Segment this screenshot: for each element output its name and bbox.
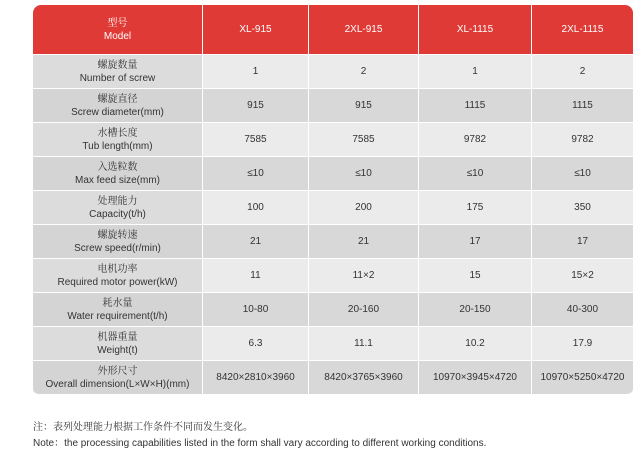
table-cell: 11×2 [308,259,418,293]
table-cell: 1115 [418,89,531,123]
row-label-en: Required motor power(kW) [57,276,178,288]
table-cell: 175 [418,191,531,225]
row-label [33,89,202,123]
header-label-cell [33,5,202,55]
row-label [33,157,202,191]
row-label-cn: 耗水量 [102,297,133,309]
row-label-cn: 螺旋转速 [97,229,138,241]
table-row-screw-diameter [33,89,633,123]
table-row-weight [33,327,633,361]
table-row-tub-length [33,123,633,157]
table-cell: 8420×2810×3960 [202,361,308,395]
table-cell: 21 [308,225,418,259]
row-label-en: Screw diameter(mm) [71,106,164,118]
row-label-cn: 电机功率 [97,263,138,275]
row-label [33,293,202,327]
table-cell: 2 [531,55,633,89]
row-label-en: Water requirement(t/h) [67,310,168,322]
row-label-cn: 入选粒数 [97,161,138,173]
row-label-en: Weight(t) [97,344,138,356]
row-label-cn: 螺旋直径 [97,93,138,105]
table-row-motor-power [33,259,633,293]
row-label-cn: 机器重量 [97,331,138,343]
note-chinese: 注：表列处理能力根据工作条件不同而发生变化。 [33,422,253,433]
table-row-overall-dimension [33,361,633,395]
table-cell: 40-300 [531,293,633,327]
row-label [33,55,202,89]
table-cell: 15×2 [531,259,633,293]
table-row-screw-number [33,55,633,89]
table-cell: 10.2 [418,327,531,361]
table-cell: 1 [418,55,531,89]
row-label-cn: 处理能力 [97,195,138,207]
table-header-row [33,5,633,55]
table-cell: 1 [202,55,308,89]
table-cell: 11 [202,259,308,293]
spec-table [33,5,633,395]
row-label-en: Overall dimension(L×W×H)(mm) [45,378,190,390]
row-label [33,123,202,157]
table-cell: 10970×3945×4720 [418,361,531,395]
row-label-cn: 螺旋数量 [97,59,138,71]
row-label [33,259,202,293]
table-cell: 7585 [308,123,418,157]
table-cell: ≤10 [418,157,531,191]
table-cell: 100 [202,191,308,225]
table-row-screw-speed [33,225,633,259]
table-cell: 915 [308,89,418,123]
table-cell: 7585 [202,123,308,157]
row-label [33,225,202,259]
header-model-3: XL-1115 [418,5,531,55]
table-cell: 21 [202,225,308,259]
row-label-en: Number of screw [79,72,156,84]
table-cell: 9782 [531,123,633,157]
row-label-en: Capacity(t/h) [89,208,146,220]
row-label [33,361,202,395]
table-cell: 17 [418,225,531,259]
table-cell: 11.1 [308,327,418,361]
table-cell: 17 [531,225,633,259]
table-row-capacity [33,191,633,225]
table-cell: 20-150 [418,293,531,327]
row-label [33,327,202,361]
table-cell: ≤10 [202,157,308,191]
table-cell: 8420×3765×3960 [308,361,418,395]
table-cell: 10970×5250×4720 [531,361,633,395]
row-label-cn: 水槽长度 [97,127,138,139]
table-cell: 10-80 [202,293,308,327]
table-cell: 15 [418,259,531,293]
table-cell: ≤10 [308,157,418,191]
note-english: Note：the processing capabilities listed in the form shall vary according to different working conditions. [33,438,487,449]
table-cell: 1115 [531,89,633,123]
table-cell: 9782 [418,123,531,157]
header-model-2: 2XL-915 [308,5,418,55]
header-label-en: Model [103,30,132,42]
table-cell: 350 [531,191,633,225]
row-label-en: Max feed size(mm) [74,174,160,186]
row-label [33,191,202,225]
table-row-water-requirement [33,293,633,327]
table-cell: 2 [308,55,418,89]
row-label-en: Screw speed(r/min) [74,242,161,254]
header-model-1: XL-915 [202,5,308,55]
table-cell: 6.3 [202,327,308,361]
table-cell: ≤10 [531,157,633,191]
row-label-cn: 外形尺寸 [97,365,138,377]
header-label-cn: 型号 [107,17,128,29]
header-model-4: 2XL-1115 [531,5,633,55]
table-cell: 20-160 [308,293,418,327]
table-row-feed-size [33,157,633,191]
table-cell: 915 [202,89,308,123]
table-cell: 17.9 [531,327,633,361]
table-cell: 200 [308,191,418,225]
row-label-en: Tub length(mm) [82,140,153,152]
